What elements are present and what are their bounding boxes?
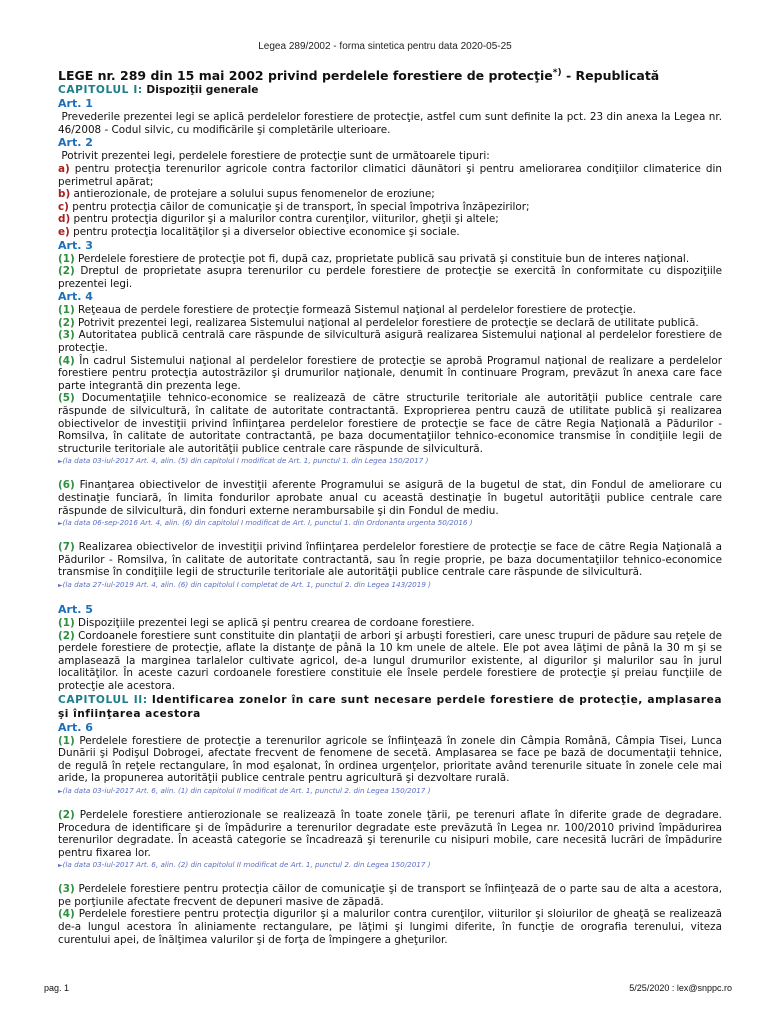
chapter-title: Dispoziţii generale [146,84,259,97]
arrow-right-icon: ► [58,520,63,528]
paragraph: (1) Perdelele forestiere de protecţie pot fi, după caz, proprietate publică sau privată şi constituie bun de interes naţional. [58,252,690,265]
paragraph: (1) Perdelele forestiere de protecţie a terenurilor agricole se înfiinţează în zonele din Câmpia Română, Câmpia Tisei, Lunca Dunării şi Podişul Dobrogei, afectate frecvent de fenomene de secetă. Amplasarea se face pe bază de documentaţii tehnice, de regulă în reţele rectangulare, în mod eşalonat, în ordinea urgenţelor, prioritate având terenurile situate în zonele cele mai aride, la propunerea autorităţii publice centrale pentru agricultură şi dezvoltare rurală. [58,734,722,785]
paragraph: (2) Potrivit prezentei legi, realizarea Sistemului naţional al perdelelor forestiere de protecţie se declară de utilitate publică. [58,316,699,329]
paragraph: (7) Realizarea obiectivelor de investiţii privind înfiinţarea perdelelor forestiere de protecţie se face de către Regia Naţională a Pădurilor - Romsilva, în calitate de autoritate contractantă, sau în regie proprie, pe baza documentaţiilor tehnico-economice transmise în condiţiile legii de structurile teritoriale ale autorităţii publice centrale care răspunde de silvicultură. [58,541,722,579]
paragraph: (3) Perdelele forestiere pentru protecţia căilor de comunicaţie şi de transport se înfiinţează de o parte sau de alta a acestora, pe porţiunile afectate frecvent de depuneri masive de zăpadă. [58,883,722,908]
article-2-intro: Potrivit prezentei legi, perdelele forestiere de protecţie sunt de următoarele tipuri: [61,150,490,163]
chapter-2-heading [58,693,722,721]
amendment-note[interactable]: ►(la data 03-iul-2017 Art. 6, alin. (2) din capitolul II modificat de Art. 1, punctul 2. din Legea 150/2017 ) [58,860,431,870]
article-4-label: Art. 4 [58,290,93,304]
arrow-right-icon: ► [58,787,63,795]
article-1-text: Prevederile prezentei legi se aplică perdelelor forestiere de protecţie, astfel cum sunt definite la pct. 23 din anexa la Legea nr. 46/2008 - Codul silvic, cu modificările şi completările ulterioare. [58,111,722,136]
paragraph: (4) În cadrul Sistemului naţional al perdelelor forestiere de protecţie se aprobă Programul naţional de realizare a perdelelor forestiere pentru protecţia autostrăzilor şi drumurilor naţionale, denumit în continuare Program, prevăzut în anexa care face parte integrantă din prezenta lege. [58,354,722,392]
article-1-label: Art. 1 [58,97,93,111]
amendment-note[interactable]: ►(la data 27-iul-2019 Art. 4, alin. (6) din capitolul I completat de Art. 1, punctul 2. din Legea 143/2019 ) [58,579,431,589]
article-6-label: Art. 6 [58,720,93,734]
paragraph: (2) Cordoanele forestiere sunt constituite din plantaţii de arbori şi arbuşti forestieri, care unesc trupuri de pădure sau reţele de perdele forestiere de protecţie, aflate la distanţe de până la 10 km unele de altele. Ele pot avea lăţimi de până la 30 m şi se amplasează la marginea tarlalelor cultivate agricol, de-a lungul drumurilor existente, al digurilor şi malurilor sau în jurul localităţilor. În aceste cazuri cordoanele forestiere constituie ele însele perdele forestiere de protecţie şi preiau funcţiile de protecţie ale acestora. [58,629,722,692]
article-3-label: Art. 3 [58,238,93,252]
arrow-right-icon: ► [58,862,63,870]
chapter-label: CAPITOLUL I: [58,84,143,97]
arrow-right-icon: ► [58,458,63,466]
paragraph: (2) Perdelele forestiere antierozionale se realizează în toate zonele ţării, pe terenuri aflate în diferite grade de degradare. Procedura de identificare şi de împădurire a terenurilor degradate este prevăzută în Legea nr. 100/2010 privind împădurirea terenurilor degradate. În această categorie se încadrează şi terenurile cu nisipuri mobile, care necesită lucrări de împădurire pentru fixarea lor. [58,808,722,859]
article-2-label: Art. 2 [58,136,93,150]
paragraph: (1) Dispoziţiile prezentei legi se aplică şi pentru crearea de cordoane forestiere. [58,616,475,629]
arrow-right-icon: ► [58,581,63,589]
chapter-1-heading [58,83,722,97]
document-body [58,66,722,946]
paragraph: (3) Autoritatea publică centrală care răspunde de silvicultură asigură realizarea Sistemului naţional al perdelelor forestiere de protecţie. [58,329,722,355]
paragraph: (1) Reţeaua de perdele forestiere de protecţie formează Sistemul naţional al perdelelor forestiere de protecţie. [58,304,636,317]
paragraph: (4) Perdelele forestiere pentru protecţia digurilor şi a malurilor contra curenţilor, viiturilor şi sloiurilor de gheaţă se realizează de-a lungul acestora în aliniamente rectangulare, pe lăţimi şi lungimi diferite, în funcţie de orografia terenului, viteza curentului apei, de înălţimea valurilor şi de forţa de împingere a gheţurilor. [58,908,722,946]
list-item: d) pentru protecţia digurilor şi a malurilor contra curenţilor, viiturilor, gheţii şi altele; [58,213,499,226]
amendment-note[interactable]: ►(la data 03-iul-2017 Art. 4, alin. (5) din capitolul I modificat de Art. 1, punctul 1. din Legea 150/2017 ) [58,456,429,466]
page-number: pag. 1 [44,983,70,993]
footer-date-source: 5/25/2020 : lex@snppc.ro [629,983,732,993]
page-header: Legea 289/2002 - forma sintetica pentru data 2020-05-25 [258,41,512,52]
title-footnote-mark: *) [552,68,562,78]
list-item: e) pentru protecţia localităţilor şi a diverselor obiective economice şi sociale. [58,225,460,238]
chapter-title: Identificarea zonelor în care sunt necesare perdele forestiere de protecţie, amplasarea şi înfiinţarea acestora [58,693,722,720]
list-item: c) pentru protecţia căilor de comunicaţie şi de transport, în special împotriva înzăpezirilor; [58,200,530,213]
amendment-note[interactable]: ►(la data 06-sep-2016 Art. 4, alin. (6) din capitolul I modificat de Art. I, punctul 1. din Ordonanta urgenta 50/2016 ) [58,518,473,528]
list-item: a) pentru protecţia terenurilor agricole contra factorilor climatici dăunători şi pentru ameliorarea condiţiilor climaterice din perimetrul apărat; [58,162,722,188]
paragraph: (2) Dreptul de proprietate asupra terenurilor cu perdele forestiere de protecţie se exercită în conformitate cu dispoziţiile prezentei legi. [58,265,722,290]
title-suffix: - Republicată [561,68,660,84]
article-5-label: Art. 5 [58,602,93,616]
title-text: LEGE nr. 289 din 15 mai 2002 privind perdelele forestiere de protecţie [58,68,553,84]
paragraph: (5) Documentaţiile tehnico-economice se realizează de către structurile teritoriale ale autorităţii publice centrale care răspunde de silvicultură, în calitate de autoritate contractantă. Exproprierea pentru cauză de utilitate publică şi realizarea obiectivelor de investiţii privind înfiinţarea perdelelor forestiere de protecţie se face de către Regia Naţională a Pădurilor - Romsilva, în calitate de autoritate contractantă, pe baza documentaţiilor tehnico-economice transmise în condiţiile legii de structurile teritoriale ale autorităţii publice centrale care răspunde de silvicultură. [58,392,722,455]
document-title [58,66,722,83]
chapter-label: CAPITOLUL II: [58,693,148,706]
paragraph: (6) Finanţarea obiectivelor de investiţii aferente Programului se asigură de la bugetul de stat, din Fondul de ameliorare cu destinaţie funciară, în limita fondurilor aprobate anual cu această destinaţie în bugetul autorităţii publice centrale care răspunde de silvicultură, din fonduri externe nerambursabile şi din Fondul de mediu. [58,479,722,517]
list-item: b) antierozionale, de protejare a solului supus fenomenelor de eroziune; [58,188,435,201]
amendment-note[interactable]: ►(la data 03-iul-2017 Art. 6, alin. (1) din capitolul II modificat de Art. 1, punctul 2. din Legea 150/2017 ) [58,785,431,795]
